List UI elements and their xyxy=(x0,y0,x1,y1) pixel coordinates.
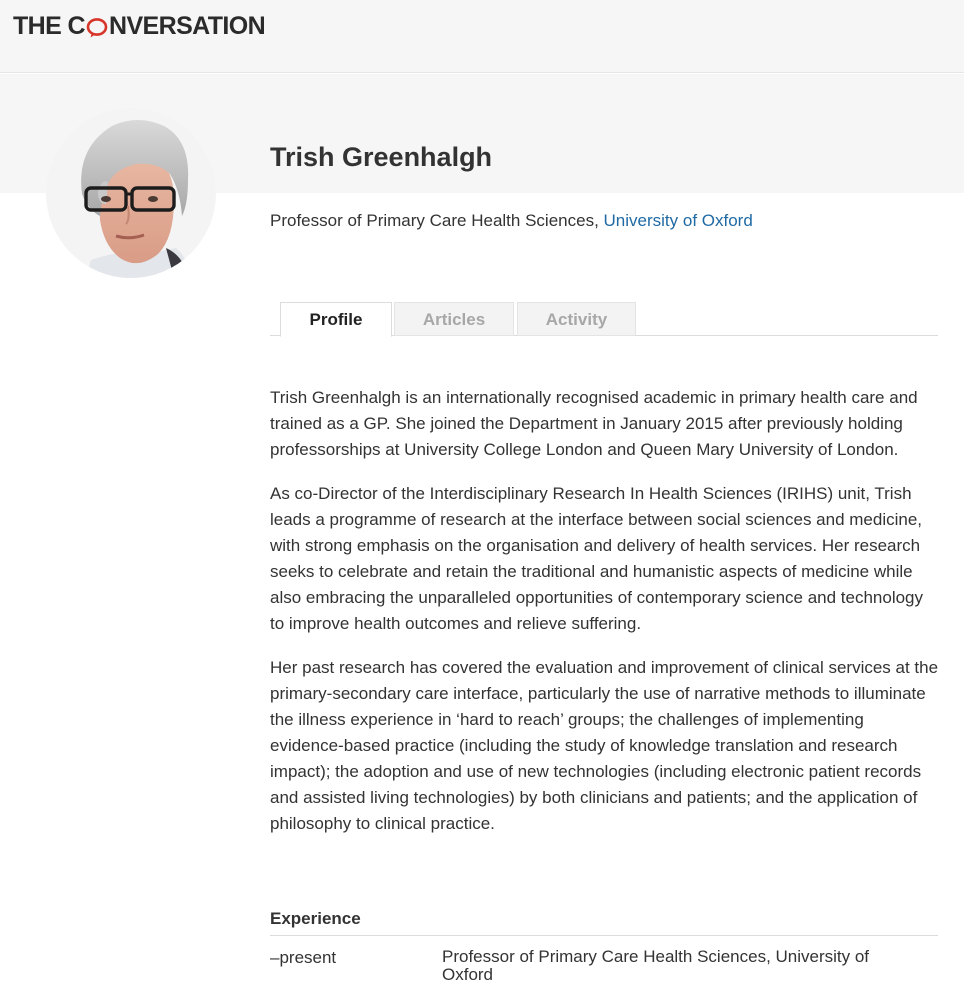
experience-heading: Experience xyxy=(270,909,938,936)
experience-period: –present xyxy=(270,948,337,967)
profile-tabs xyxy=(270,302,938,336)
site-header xyxy=(0,0,964,73)
experience-role: Professor of Primary Care Health Sciences, University of Oxford xyxy=(442,947,870,984)
bio-paragraph: As co-Director of the Interdisciplinary Research In Health Sciences (IRIHS) unit, Trish leads a programme of research at the interface between social sciences and medicine, with strong emphasis on the organisation and delivery of health services. Her research seeks to celebrate and retain the traditional and humanistic aspects of medicine while also embracing the unparalleled opportunities of contemporary science and technology to improve health outcomes and relieve suffering. xyxy=(270,484,924,633)
role-title: Professor of Primary Care Health Sciences, xyxy=(270,211,604,230)
institution-link[interactable]: University of Oxford xyxy=(603,211,753,230)
bio-paragraph: Trish Greenhalgh is an internationally recognised academic in primary health care and trained as a GP. She joined the Department in January 2015 after previously holding professorships at University College London and Queen Mary University of London. xyxy=(270,388,918,459)
speech-bubble-icon xyxy=(86,17,108,39)
tab-profile[interactable]: Profile xyxy=(280,302,392,337)
tab-articles[interactable]: Articles xyxy=(394,302,514,336)
portrait-photo xyxy=(46,108,216,278)
logo-text-end: NVERSATION xyxy=(109,12,266,40)
profile-name: Trish Greenhalgh xyxy=(270,142,493,172)
site-logo[interactable] xyxy=(13,12,265,41)
biography xyxy=(270,385,940,855)
tab-activity[interactable]: Activity xyxy=(517,302,636,336)
bio-paragraph: Her past research has covered the evaluation and improvement of clinical services at the primary-secondary care interface, particularly the use of narrative methods to illuminate the illness experience in ‘hard to reach’ groups; the challenges of implementing evidence-based practice (including the study of knowledge translation and research impact); the adoption and use of new technologies (including electronic patient records and assisted living technologies) by both clinicians and patients; and the application of philosophy to clinical practice. xyxy=(270,658,939,833)
logo-text-start: THE C xyxy=(13,12,86,40)
avatar xyxy=(46,108,216,278)
profile-role xyxy=(270,211,753,231)
